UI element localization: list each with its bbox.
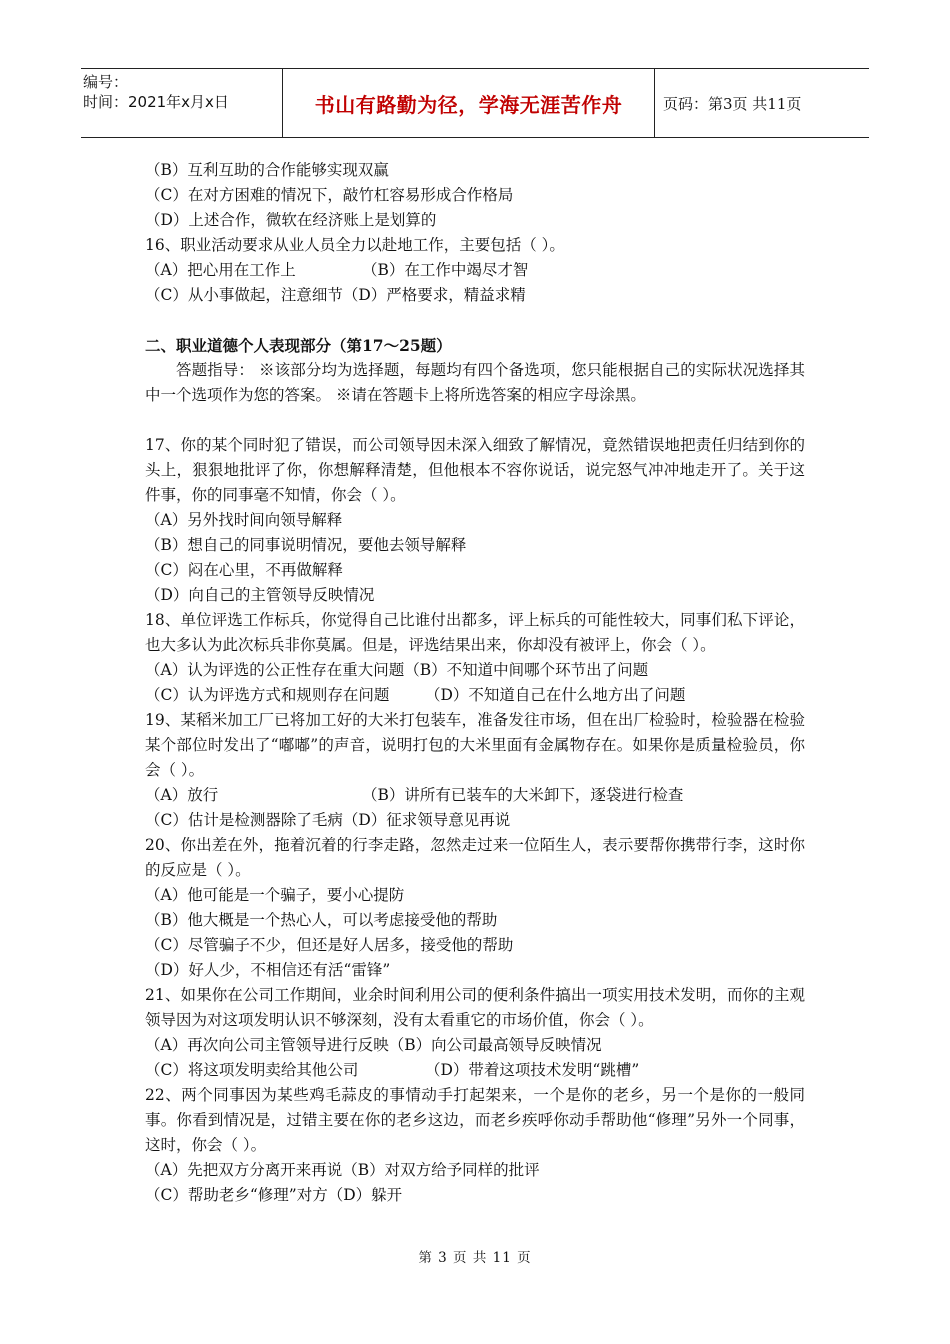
q17-option-a: （A）另外找时间向领导解释 [145,511,343,529]
q17-option-b: （B）想自己的同事说明情况，要他去领导解释 [145,536,467,554]
q15-option-d: （D）上述合作，微软在经济账上是划算的 [145,211,437,229]
q21-stem: 21、如果你在公司工作期间，业余时间利用公司的便利条件搞出一项实用技术发明，而你的主观领导因为对这项发明认识不够深刻，没有太看重它的市场价值，你会（ ）。 [145,986,805,1029]
q16-option-b: （B）在工作中竭尽才智 [362,261,529,279]
q21-options-row2 [145,1058,805,1083]
q20-option-a: （A）他可能是一个骗子，要小心提防 [145,886,405,904]
q20-stem: 20、你出差在外，拖着沉着的行李走路，忽然走过来一位陌生人，表示要帮你携带行李，这时你的反应是（ ）。 [145,836,805,879]
q19-option-a: （A）放行 [145,786,219,804]
q18-option-b: （B）不知道中间哪个环节出了问题 [404,661,649,679]
q22-stem: 22、两个同事因为某些鸡毛蒜皮的事情动手打起架来，一个是你的老乡，另一个是你的一般同事。你看到情况是，过错主要在你的老乡这边，而老乡疾呼你动手帮助他“修理”另外一个同事，这时，你会（ ）。 [145,1086,805,1154]
section-2-title: 二、职业道德个人表现部分（第17～25题） [145,336,452,355]
q19-stem: 19、某稻米加工厂已将加工好的大米打包装车，准备发往市场，但在出厂检验时，检验器在检验某个部位时发出了“嘟嘟”的声音，说明打包的大米里面有金属物存在。如果你是质量检验员，你会（ ）。 [145,711,805,779]
header-meta [81,69,283,137]
q22-options-row2 [145,1183,805,1208]
q21-option-a: （A）再次向公司主管领导进行反映 [145,1036,389,1054]
q15-option-c: （C）在对方困难的情况下，敲竹杠容易形成合作格局 [145,186,514,204]
q20-option-c: （C）尽管骗子不少，但还是好人居多，接受他的帮助 [145,936,514,954]
q16-option-d: （D）严格要求，精益求精 [342,286,526,304]
q21-option-c: （C）将这项发明卖给其他公司 [145,1061,359,1079]
q19-options-row2 [145,808,805,833]
q20-option-b: （B）他大概是一个热心人，可以考虑接受他的帮助 [145,911,498,929]
q16-option-a: （A）把心用在工作上 [145,261,296,279]
q18-options-row1 [145,658,805,683]
q19-option-c: （C）估计是检测器除了毛病 [145,811,343,829]
q21-options-row1 [145,1033,805,1058]
header-page-label: 页码：第3页 共11页 [663,94,802,113]
page-footer: 第 3 页 共 11 页 [418,1250,532,1266]
q17-stem: 17、你的某个同时犯了错误，而公司领导因未深入细致了解情况，竟然错误地把责任归结到你的头上，狠狠地批评了你，你想解释清楚，但他根本不容你说话，说完怒气冲冲地走开了。关于这件事，你的同事毫不知情，你会（ ）。 [145,436,805,504]
q17-option-d: （D）向自己的主管领导反映情况 [145,586,375,604]
q16-options-row1 [145,258,805,283]
doc-number-label: 编号： [83,73,129,91]
q15-option-b: （B）互利互助的合作能够实现双赢 [145,161,389,179]
header-motto: 书山有路勤为径，学海无涯苦作舟 [283,69,655,137]
page-header [81,68,869,138]
q22-option-d: （D）躲开 [327,1186,403,1204]
q18-stem: 18、单位评选工作标兵，你觉得自己比谁付出都多，评上标兵的可能性较大，同事们私下评论，也大多认为此次标兵非你莫属。但是，评选结果出来，你却没有被评上，你会（ ）。 [145,611,805,654]
q17-option-c: （C）闷在心里，不再做解释 [145,561,343,579]
q22-option-b: （B）对双方给予同样的批评 [342,1161,540,1179]
section-2-guide: 答题指导： ※该部分均为选择题，每题均有四个备选项，您只能根据自己的实际状况选择其中一个选项作为您的答案。 ※请在答题卡上将所选答案的相应字母涂黑。 [145,361,805,404]
q16-option-c: （C）从小事做起，注意细节 [145,286,343,304]
q16-options-row2 [145,283,805,308]
q18-option-a: （A）认为评选的公正性存在重大问题 [145,661,405,679]
q19-option-d: （D）征求领导意见再说 [342,811,511,829]
q21-option-b: （B）向公司最高领导反映情况 [388,1036,602,1054]
q18-options-row2 [145,683,805,708]
q16-stem: 16、职业活动要求从业人员全力以赴地工作，主要包括（ ）。 [145,236,565,254]
q18-option-c: （C）认为评选方式和规则存在问题 [145,686,390,704]
q20-option-d: （D）好人少，不相信还有活“雷锋” [145,961,391,979]
q19-options-row1 [145,783,805,808]
q22-option-a: （A）先把双方分离开来再说 [145,1161,343,1179]
q19-option-b: （B）讲所有已装车的大米卸下，逐袋进行检查 [362,786,684,804]
document-body [145,158,805,1208]
q21-option-d: （D）带着这项技术发明“跳槽” [425,1061,640,1079]
q22-option-c: （C）帮助老乡“修理”对方 [145,1186,328,1204]
q18-option-d: （D）不知道自己在什么地方出了问题 [425,686,686,704]
q22-options-row1 [145,1158,805,1183]
doc-time-label: 时间：2021年x月x日 [83,93,229,111]
